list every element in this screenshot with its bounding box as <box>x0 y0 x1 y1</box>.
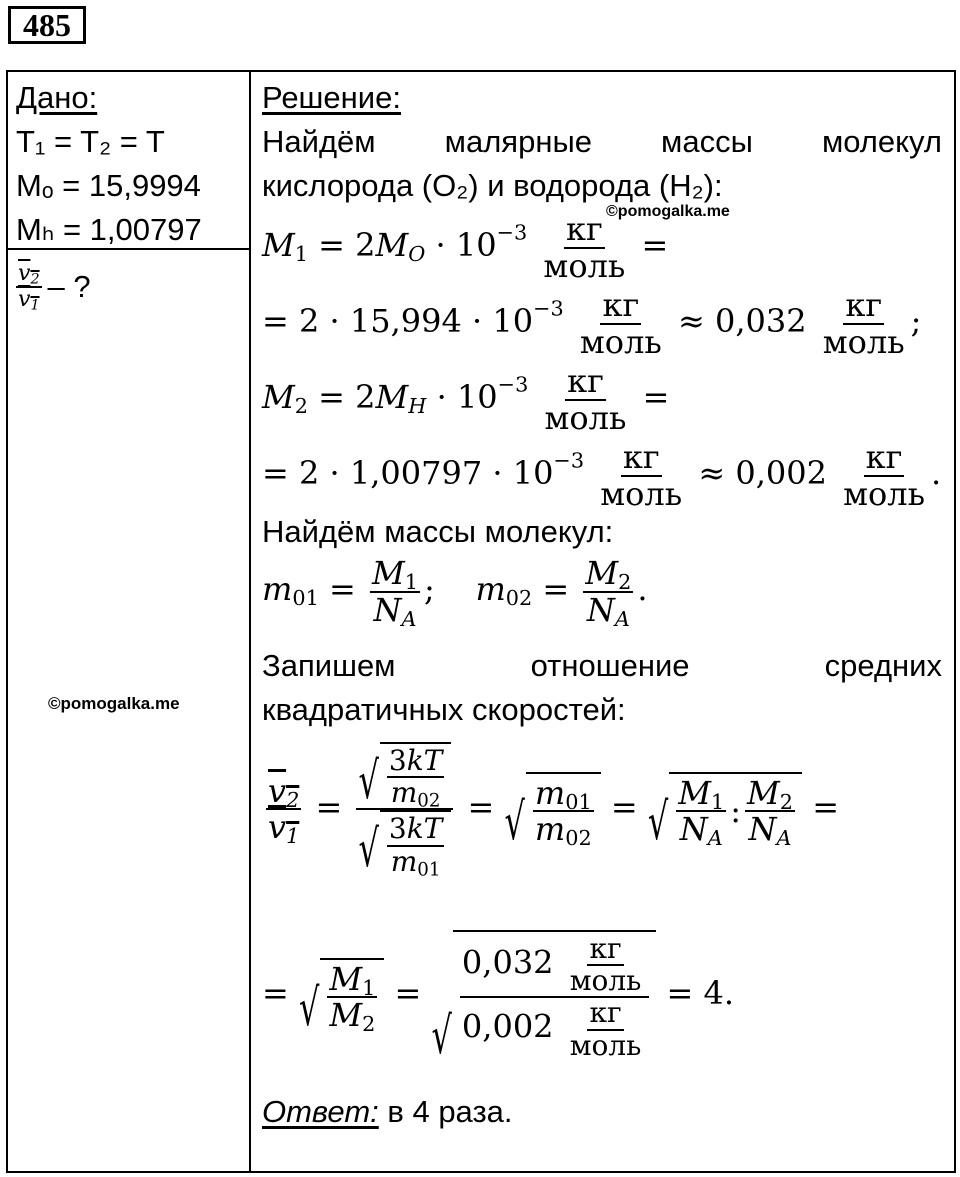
solution-paragraph-2: Найдём массы молекул: <box>262 514 614 549</box>
given-hydrogen-mass: Mₕ = 1,00797 <box>16 212 202 247</box>
watermark-left: ©pomogalka.me <box>48 694 180 713</box>
answer-label: Ответ: <box>262 1094 379 1129</box>
formula-m2-value: = $2 \cdot 1,00797 \cdot 10^{-3}$ $\frac{кг}{\text{моль}}$ ≈ 0,002 $\frac{кг}{\text{моль}}$ . <box>262 438 942 513</box>
word: малярные <box>444 124 592 159</box>
given-temperature: T₁ = T₂ = T <box>16 124 165 159</box>
word: Найдём <box>262 124 376 159</box>
unit-denominator: моль <box>600 474 683 513</box>
unit-denominator: моль <box>569 1028 642 1062</box>
final-value: = 4. <box>666 973 735 1012</box>
solution-label: Решение: <box>262 80 401 115</box>
column-divider <box>249 70 251 1173</box>
unit-denominator: моль <box>579 322 662 361</box>
word: молекул <box>821 124 942 159</box>
formula-molecule-masses: $m_{01}$ = $\frac{M_1}{N_A}$ ; $m_{02}$ = $\frac{M_2}{N_A}$ . <box>262 554 648 631</box>
formula-final-ratio: = √ $\frac{M_1}{M_2}$ = √ 0,032 $\frac{кг}{\text{моль}}$ 0,002 $\frac{кг}{\text{моль}}$ = 4. <box>262 932 735 1066</box>
unit-numerator: кг <box>602 286 640 324</box>
formula-m1-definition: $M_1 = 2M_O \cdot 10^{-3}$ $\frac{кг}{\text{моль}}$ = <box>262 210 669 285</box>
unit-denominator: моль <box>543 246 626 285</box>
given-oxygen-mass: Mₒ = 15,9994 <box>16 168 201 203</box>
unit-numerator: кг <box>845 286 883 324</box>
solution-paragraph-1 <box>262 126 942 157</box>
unit-denominator: моль <box>544 398 627 437</box>
solution-paragraph-3 <box>262 650 942 681</box>
given-find: $\frac{v_2}{v_1}$ – ? <box>18 261 91 314</box>
solution-paragraph-1-line-2: кислорода (O₂) и водорода (H₂): <box>262 168 723 203</box>
formula-m2-definition: $M_2 = 2M_H \cdot 10^{-3}$ $\frac{кг}{\text{моль}}$ = <box>262 362 670 437</box>
solution-paragraph-3-line-2: квадратичных скоростей: <box>262 692 626 727</box>
m1-result: ≈ 0,032 <box>677 302 807 341</box>
word: отношение <box>530 648 690 683</box>
unit-denominator: моль <box>843 474 926 513</box>
unit-numerator: кг <box>567 362 604 400</box>
unit-numerator: кг <box>865 438 903 476</box>
unit-numerator: кг <box>589 932 622 965</box>
formula-m1-value: = $2 \cdot 15,994 \cdot 10^{-3}$ $\frac{кг}{\text{моль}}$ ≈ 0,032 $\frac{кг}{\text{моль}}$ ; <box>262 286 922 361</box>
unit-numerator: кг <box>622 438 660 476</box>
given-label: Дано: <box>16 80 98 115</box>
watermark-top: ©pomogalka.me <box>606 203 730 220</box>
word: массы <box>661 124 753 159</box>
word: Запишем <box>262 648 396 683</box>
unit-numerator: кг <box>589 996 622 1030</box>
answer <box>262 1096 513 1127</box>
m2-result: ≈ 0,002 <box>698 454 827 493</box>
problem-number: 485 <box>8 6 86 44</box>
unit-denominator: моль <box>569 964 642 998</box>
unit-denominator: моль <box>822 322 905 361</box>
word: средних <box>824 648 942 683</box>
answer-text: в 4 раза. <box>378 1094 513 1129</box>
formula-velocity-ratio: $\frac{v_2}{v_1}$ = √ $\frac{3kT}{m_{02}}$ √ $\frac{3kT}{m_{01}}$ = √ $\frac{m_{01}}{m_{02}}$ = √ $\frac{M_1}{N_A}$ : $\frac{M_2}{N_A}$ = <box>268 744 840 881</box>
find-question: – ? <box>47 269 91 305</box>
given-divider <box>6 248 251 250</box>
unit-numerator: кг <box>565 210 603 248</box>
